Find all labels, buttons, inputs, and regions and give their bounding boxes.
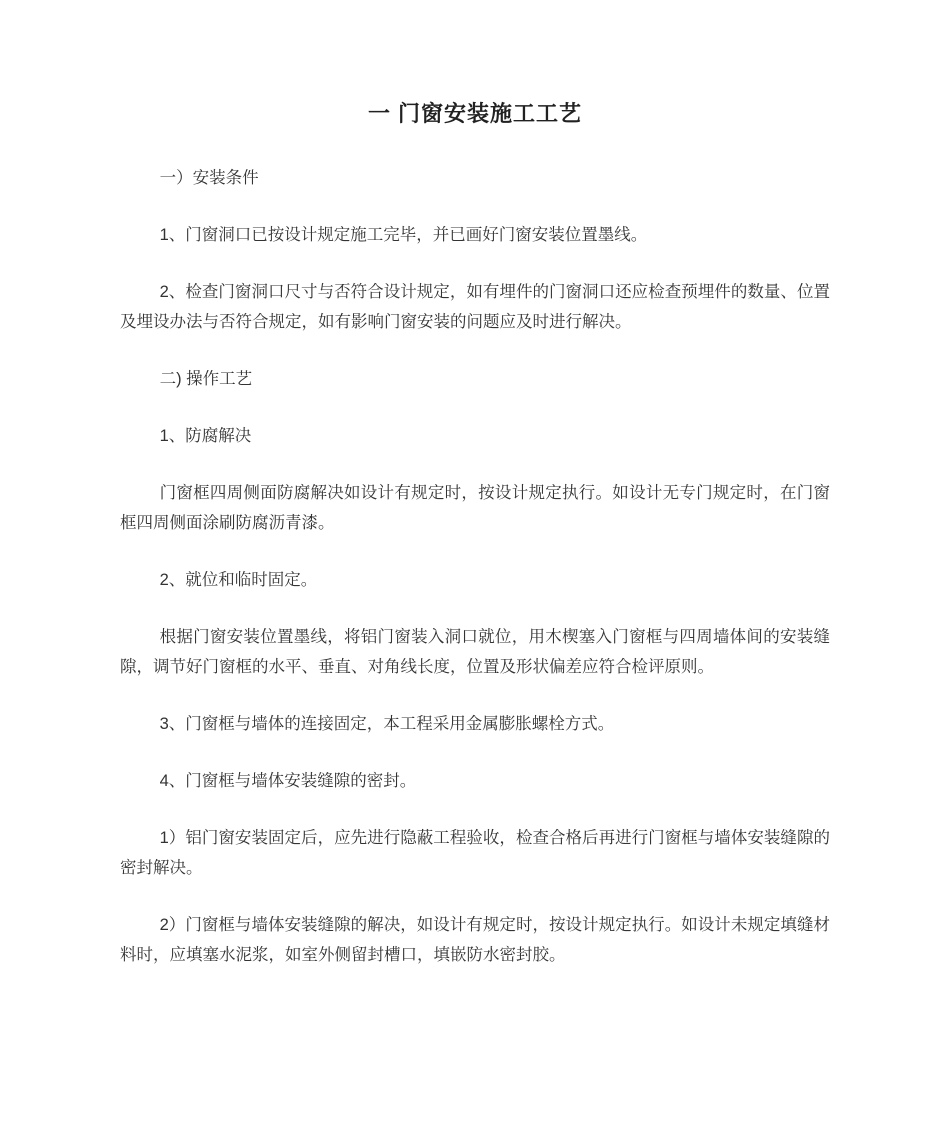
doc-paragraph: 根据门窗安装位置墨线，将铝门窗装入洞口就位，用木楔塞入门窗框与四周墙体间的安装缝隙，调节好门窗框的水平、垂直、对角线长度，位置及形状偏差应符合检评原则。 (120, 627, 830, 676)
doc-paragraph: 1、门窗洞口已按设计规定施工完毕，并已画好门窗安装位置墨线。 (159, 225, 648, 244)
doc-paragraph: 1、防腐解决 (159, 426, 252, 445)
doc-paragraph: 1）铝门窗安装固定后，应先进行隐蔽工程验收，检查合格后再进行门窗框与墙体安装缝隙的密封解决。 (120, 828, 830, 877)
doc-paragraph: 2）门窗框与墙体安装缝隙的解决，如设计有规定时，按设计规定执行。如设计未规定填缝材料时，应填塞水泥浆，如室外侧留封槽口，填嵌防水密封胶。 (120, 915, 830, 964)
doc-paragraph-install-conditions-heading: 一）安装条件 (159, 168, 259, 187)
doc-paragraph-operation-process-heading: 二) 操作工艺 (159, 369, 253, 388)
document-title: 一 门窗安装施工工艺 (367, 101, 583, 126)
doc-paragraph: 3、门窗框与墙体的连接固定，本工程采用金属膨胀螺栓方式。 (159, 714, 615, 733)
doc-paragraph: 4、门窗框与墙体安装缝隙的密封。 (159, 771, 417, 790)
doc-paragraph: 2、检查门窗洞口尺寸与否符合设计规定，如有埋件的门窗洞口还应检查预埋件的数量、位置及埋设办法与否符合规定，如有影响门窗安装的问题应及时进行解决。 (120, 282, 830, 331)
doc-paragraph: 门窗框四周侧面防腐解决如设计有规定时，按设计规定执行。如设计无专门规定时，在门窗框四周侧面涂刷防腐沥青漆。 (120, 483, 830, 532)
doc-paragraph: 2、就位和临时固定。 (159, 570, 318, 589)
